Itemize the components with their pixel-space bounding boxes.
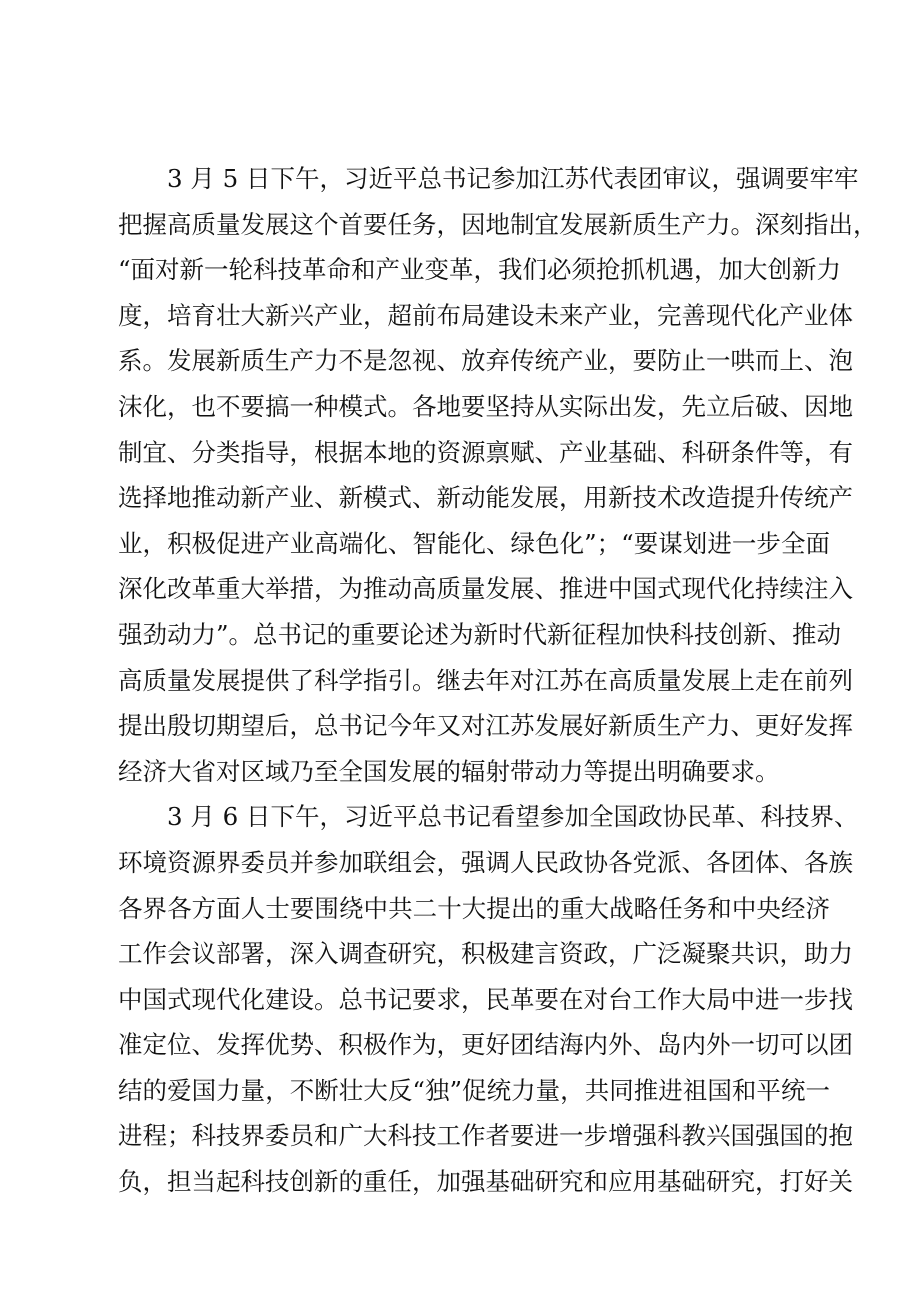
paragraph-line: 结的爱国力量，不断壮大反“独”促统力量，共同推进祖国和平统一 — [118, 1075, 830, 1105]
paragraph-2 — [118, 794, 859, 1204]
paragraph-line: 3 月 6 日下午，习近平总书记看望参加全国政协民革、科技界、 — [167, 802, 859, 832]
paragraph-line: 选择地推动新产业、新模式、新动能发展，用新技术改造提升传统产 — [118, 483, 853, 513]
document-body — [118, 156, 878, 1205]
paragraph-line: 进程；科技界委员和广大科技工作者要进一步增强科教兴国强国的抱 — [118, 1121, 853, 1151]
paragraph-line: 提出殷切期望后，总书记今年又对江苏发展好新质生产力、更好发挥 — [118, 711, 853, 741]
paragraph-line: “面对新一轮科技革命和产业变革，我们必须抢抓机遇，加大创新力 — [118, 255, 842, 285]
paragraph-line: 各界各方面人士要围绕中共二十大提出的重大战略任务和中央经济 — [118, 893, 830, 923]
paragraph-line: 负，担当起科技创新的重任，加强基础研究和应用基础研究，打好关 — [118, 1167, 853, 1197]
paragraph-line: 中国式现代化建设。总书记要求，民革要在对台工作大局中进一步找 — [118, 984, 853, 1014]
paragraph-line: 经济大省对区域乃至全国发展的辐射带动力等提出明确要求。 — [118, 756, 780, 786]
paragraph-line: 度，培育壮大新兴产业，超前布局建设未来产业，完善现代化产业体 — [118, 300, 853, 330]
paragraph-1 — [118, 156, 878, 794]
paragraph-line: 工作会议部署，深入调查研究，积极建言资政，广泛凝聚共识，助力 — [118, 939, 853, 969]
paragraph-line: 业，积极促进产业高端化、智能化、绿色化”；“要谋划进一步全面 — [118, 528, 830, 558]
paragraph-line: 沫化，也不要搞一种模式。各地要坚持从实际出发，先立后破、因地 — [118, 391, 853, 421]
paragraph-line: 3 月 5 日下午，习近平总书记参加江苏代表团审议，强调要牢牢 — [167, 164, 859, 193]
paragraph-line: 高质量发展提供了科学指引。继去年对江苏在高质量发展上走在前列 — [118, 665, 853, 695]
paragraph-line: 系。发展新质生产力不是忽视、放弃传统产业，要防止一哄而上、泡 — [118, 346, 853, 376]
paragraph-line: 制宜、分类指导，根据本地的资源禀赋、产业基础、科研条件等，有 — [118, 437, 853, 467]
paragraph-line: 深化改革重大举措，为推动高质量发展、推进中国式现代化持续注入 — [118, 574, 853, 604]
paragraph-line: 把握高质量发展这个首要任务，因地制宜发展新质生产力。深刻指出， — [118, 209, 878, 239]
paragraph-line: 环境资源界委员并参加联组会，强调人民政协各党派、各团体、各族 — [118, 847, 853, 877]
paragraph-line: 准定位、发挥优势、积极作为，更好团结海内外、岛内外一切可以团 — [118, 1030, 853, 1060]
paragraph-line: 强劲动力”。总书记的重要论述为新时代新征程加快科技创新、推动 — [118, 619, 842, 649]
